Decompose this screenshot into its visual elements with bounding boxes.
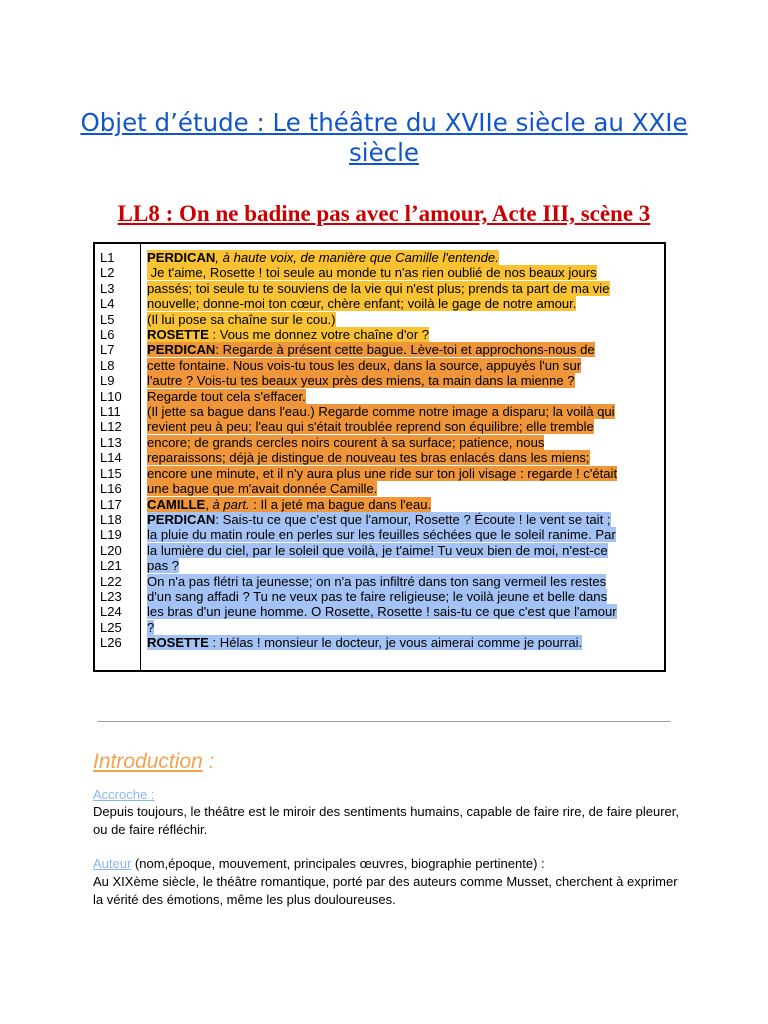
page-title: Objet d’étude : Le théâtre du XVIIe siècle au XXIe siècle: [80, 108, 688, 167]
text-line: revient peu à peu; l'eau qui s'était troublée reprend son équilibre; elle tremble: [147, 419, 594, 435]
stage-direction: , à haute voix, de manière que Camille l'entende.: [215, 250, 499, 265]
line-number: L13: [100, 434, 122, 450]
accroche-label[interactable]: Accroche :: [93, 787, 155, 802]
line-number: L12: [100, 419, 122, 435]
line-number: L3: [100, 280, 115, 296]
speaker-name: PERDICAN: [147, 250, 216, 265]
line-number: L16: [100, 481, 122, 497]
speaker-name: PERDICAN: [147, 342, 216, 358]
auteur-text: Au XIXème siècle, le théâtre romantique, porté par des auteurs comme Musset, cherchent à exprimer la vérité des émotions, même les plus douloureuses.: [93, 874, 678, 907]
line-number: L24: [100, 604, 122, 620]
text-line: l'autre ? Vois-tu tes beaux yeux près des miens, ta main dans la mienne ?: [147, 373, 575, 389]
line-number: L22: [100, 573, 122, 589]
text-line: (Il lui pose sa chaîne sur le cou.): [147, 311, 336, 327]
speaker-name: ROSETTE: [147, 635, 209, 651]
line-number: L21: [100, 558, 122, 574]
text-line: encore une minute, et il n'y aura plus une ride sur ton joli visage : regarde ! c'était: [147, 465, 618, 481]
text-line: (Il jette sa bague dans l'eau.) Regarde comme notre image a disparu; la voilà qui: [147, 404, 615, 420]
text-line: Je t'aime, Rosette ! toi seule au monde tu n'as rien oublié de nos beaux jours: [147, 265, 597, 281]
text-line: [147, 250, 658, 265]
text-line: les bras d'un jeune homme. O Rosette, Rosette ! sais-tu ce que c'est que l'amour: [147, 604, 617, 620]
line-number: L19: [100, 527, 122, 543]
text-line: On n'a pas flétri ta jeunesse; on n'a pas infiltré dans ton sang vermeil les restes: [147, 573, 607, 589]
line-number: L17: [100, 496, 122, 512]
text-subtitle: LL8 : On ne badine pas avec l’amour, Acte III, scène 3: [117, 201, 651, 226]
line-number-column: [95, 244, 141, 670]
line-number: L18: [100, 511, 122, 527]
line-number: L8: [100, 357, 115, 373]
auteur-label[interactable]: Auteur: [93, 856, 132, 871]
line-number: L7: [100, 342, 115, 358]
text-line: cette fontaine. Nous vois-tu tous les deux, dans la source, appuyés l'un sur: [147, 357, 582, 373]
speaker-name: CAMILLE: [147, 496, 206, 512]
text-line: reparaissons; déjà je distingue de nouveau tes bras enlacés dans les miens;: [147, 450, 590, 466]
line-number: L2: [100, 265, 115, 281]
text-line: ROSETTE : Vous me donnez votre chaîne d'or ?: [147, 327, 429, 343]
text-line: la lumière du ciel, par le soleil que voilà, je t'aime! Tu veux bien de moi, n'est-ce: [147, 542, 608, 558]
line-number: L10: [100, 388, 122, 404]
line-number: L9: [100, 373, 115, 389]
line-number: L23: [100, 588, 122, 604]
text-table: [93, 242, 666, 672]
line-number: L20: [100, 542, 122, 558]
text-line: ROSETTE : Hélas ! monsieur le docteur, je vous aimerai comme je pourrai.: [147, 635, 583, 651]
introduction-heading: Introduction :: [93, 750, 215, 773]
text-line: Regarde tout cela s'effacer.: [147, 388, 306, 404]
stage-direction: à part.: [212, 496, 250, 512]
text-line: ?: [147, 619, 155, 635]
text-line: nouvelle; donne-moi ton cœur, chère enfant; voilà le gage de notre amour.: [147, 296, 577, 312]
text-line: une bague que m'avait donnée Camille.: [147, 481, 378, 497]
line-number: L11: [100, 404, 121, 420]
line-number: L15: [100, 465, 122, 481]
line-number: L26: [100, 635, 122, 651]
line-number: L5: [100, 311, 115, 327]
line-number: L1: [100, 250, 115, 265]
text-line: PERDICAN: Sais-tu ce que c'est que l'amour, Rosette ? Écoute ! le vent se tait ;: [147, 511, 611, 527]
line-number: L14: [100, 450, 122, 466]
section-divider: [98, 721, 670, 722]
text-line: pas ?: [147, 558, 180, 574]
text-line: passés; toi seule tu te souviens de la vie qui n'est plus; prends ta part de ma vie: [147, 280, 610, 296]
text-line: PERDICAN: Regarde à présent cette bague. Lève-toi et approchons-nous de: [147, 342, 595, 358]
line-number: L25: [100, 619, 122, 635]
text-line: d'un sang affadi ? Tu ne veux pas te faire religieuse; le voilà jeune et belle dans: [147, 588, 608, 604]
text-line: encore; de grands cercles noirs courent à sa surface; patience, nous: [147, 434, 545, 450]
auteur-line: [93, 855, 683, 873]
speaker-name: ROSETTE: [147, 327, 209, 343]
line-number: L4: [100, 296, 115, 312]
play-text-column: [141, 244, 664, 670]
accroche-text: Depuis toujours, le théâtre est le miroir des sentiments humains, capable de faire rire, de faire pleurer, ou de faire réfléchir.: [93, 804, 680, 837]
line-number: L6: [100, 327, 115, 343]
text-line: CAMILLE, à part. : Il a jeté ma bague dans l'eau.: [147, 496, 432, 512]
auteur-hint: (nom,époque, mouvement, principales œuvres, biographie pertinente) :: [131, 856, 545, 871]
text-line: la pluie du matin roule en perles sur les feuilles séchées que le soleil ranime. Par: [147, 527, 616, 543]
speaker-name: PERDICAN: [147, 511, 216, 527]
